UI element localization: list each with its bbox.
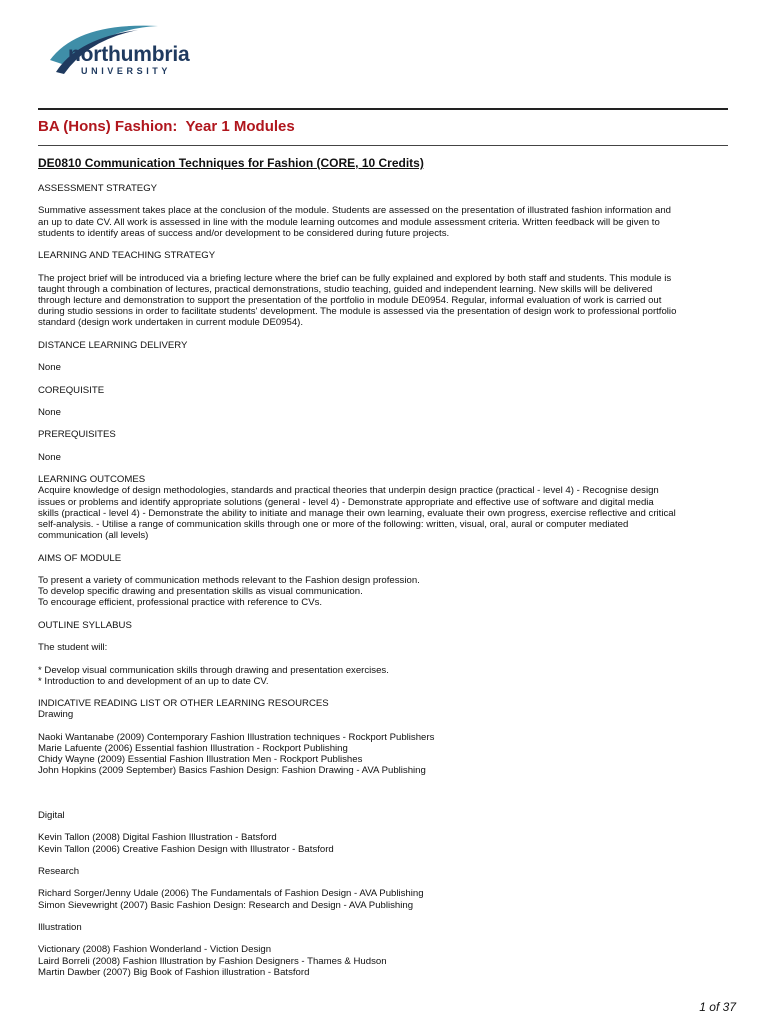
illustration-list: Victionary (2008) Fashion Wonderland - Viction Design Laird Borreli (2008) Fashion Illustration by Fashion Designers - Thames & Hudson Martin Dawber (2007) Big Book of Fashion illustration - Batsford <box>38 944 387 978</box>
digital-list: Kevin Tallon (2008) Digital Fashion Illustration - Batsford Kevin Tallon (2006) Creative Fashion Design with Illustrator - Batsford <box>38 832 334 855</box>
prereq-body: None <box>38 451 61 463</box>
module-title: DE0810 Communication Techniques for Fashion (CORE, 10 Credits) <box>38 156 424 170</box>
coreq-body: None <box>38 406 61 418</box>
assessment-heading: ASSESSMENT STRATEGY <box>38 183 158 194</box>
prereq-heading: PREREQUISITES <box>38 429 116 441</box>
syllabus-heading: OUTLINE SYLLABUS <box>38 619 132 631</box>
reading-heading: INDICATIVE READING LIST OR OTHER LEARNING RESOURCES Drawing <box>38 698 329 721</box>
module-content <box>38 183 728 989</box>
research-list: Richard Sorger/Jenny Udale (2006) The Fundamentals of Fashion Design - AVA Publishing Simon Sievewright (2007) Basic Fashion Design: Research and Design - AVA Publishing <box>38 888 424 911</box>
title-rule <box>38 145 728 146</box>
syllabus-items: * Develop visual communication skills through drawing and presentation exercises. * Introduction to and development of an up to date CV. <box>38 664 389 687</box>
aims-heading: AIMS OF MODULE <box>38 552 122 564</box>
research-heading: Research <box>38 866 80 878</box>
header-rule <box>38 108 728 110</box>
lts-body: The project brief will be introduced via a briefing lecture where the brief can be fully explained and explored by both staff and students. This module is taught through a combination of lectures, practical demonstrations, studio teaching, guided and independent learning. New skills will be delivered through lecture and demonstration to support the presentation of the portfolio in module DE0954. Regular, informal evaluation of work is carried out during studio sessions in order to facilitate students' development. The module is assessed via the presentation of design work to professional portfolio standard (design work undertaken in current module DE0954). <box>38 272 677 329</box>
page-indicator: 1 of 37 <box>699 1000 736 1014</box>
digital-heading: Digital <box>38 810 65 822</box>
coreq-heading: COREQUISITE <box>38 384 105 396</box>
illustration-heading: Illustration <box>38 922 82 934</box>
lts-heading: LEARNING AND TEACHING STRATEGY <box>38 250 216 262</box>
assessment-body: Summative assessment takes place at the conclusion of the module. Students are assessed on the presentation of illustrated fashion information and an up to date CV. All work is assessed in line with the module learning outcomes and module assessment criteria. Written feedback will be given to students to identify areas of success and/or development to be considered during future projects. <box>38 205 672 239</box>
drawing-list: Naoki Wantanabe (2009) Contemporary Fashion Illustration techniques - Rockport Publishers Marie Lafuente (2006) Essential fashion Illustration - Rockport Publishing Chidy Wayne (2009) Essential Fashion Illustration Men - Rockport Publishes John Hopkins (2009 September) Basics Fashion Design: Fashion Drawing - AVA Publishing <box>38 731 435 777</box>
logo-subtitle: UNIVERSITY <box>81 66 172 76</box>
learning-outcomes: LEARNING OUTCOMES Acquire knowledge of design methodologies, standards and practical theories that underpin design practice (practical - level 4) - Recognise design issues or problems and identify appropriate solutions (general - level 4) - Demonstrate appropriate and effective use of software and digital media skills (practical - level 4) - Demonstrate the ability to initiate and manage their own learning, evaluate their own progress, exercise reflective and critical self-analysis. - Utilise a range of communication skills through one or more of the following: written, visual, oral, aural or computer mediated communication (all levels) <box>38 474 676 542</box>
dld-heading: DISTANCE LEARNING DELIVERY <box>38 339 188 351</box>
aims-body: To present a variety of communication methods relevant to the Fashion design profession. To develop specific drawing and presentation skills as visual communication. To encourage efficient, professional practice with reference to CVs. <box>38 574 420 609</box>
logo-wordmark: northumbria <box>68 43 190 66</box>
page-title: BA (Hons) Fashion: Year 1 Modules <box>38 118 295 135</box>
syllabus-intro: The student will: <box>38 642 108 654</box>
dld-body: None <box>38 362 61 374</box>
